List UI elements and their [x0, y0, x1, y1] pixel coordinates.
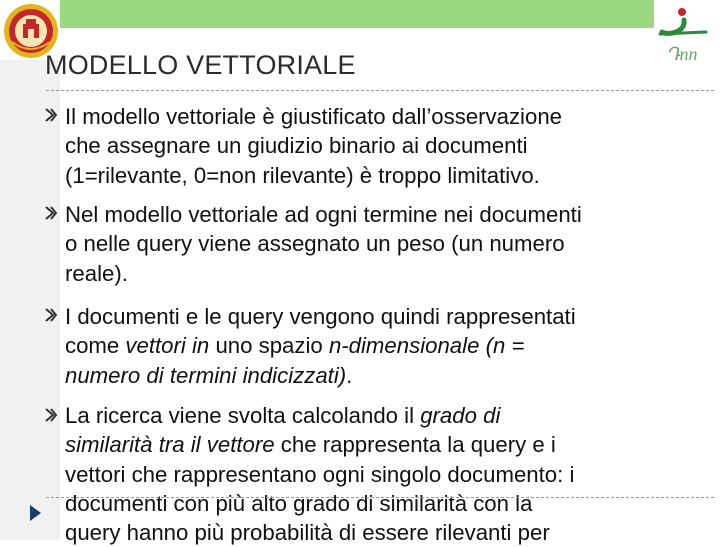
- bullet-line: [65, 361, 705, 390]
- italic-run: similarità tra il vettore: [65, 432, 275, 458]
- bullet-arrow-icon: [44, 307, 58, 323]
- text-run: La ricerca viene svolta calcolando il: [65, 403, 421, 428]
- bullet-line: I documenti e le query vengono quindi rappresentati: [65, 304, 576, 329]
- slide-title: MODELLO VETTORIALE: [45, 50, 356, 80]
- bullet-line: che assegnare un giudizio binario ai documenti: [65, 133, 528, 159]
- bullet-line: query hanno più probabilità di essere rilevanti per: [65, 520, 550, 546]
- bullet-line: Il modello vettoriale è giustificato dall’osservazione: [65, 104, 563, 129]
- bullet-line: [65, 331, 705, 360]
- bullet-line: vettori che rappresentano ogni singolo documento: i: [65, 461, 575, 487]
- title-divider: [46, 90, 714, 91]
- next-slide-arrow-icon[interactable]: [28, 504, 42, 522]
- top-bar: [60, 0, 654, 28]
- text-run: .: [346, 362, 353, 388]
- bullet-arrow-icon: [44, 205, 58, 221]
- bullet-item: [65, 102, 705, 190]
- department-logo: [650, 2, 718, 68]
- italic-run: vettori in: [125, 333, 210, 359]
- left-strip: [0, 60, 60, 540]
- bullet-arrow-icon: [44, 407, 58, 423]
- bullet-line: o nelle query viene assegnato un peso (un numero: [65, 231, 565, 257]
- bullet-line: (1=rilevante, 0=non rilevante) è troppo limitativo.: [65, 162, 540, 188]
- bullet-item: [65, 200, 705, 288]
- text-run: uno spazio: [209, 333, 329, 359]
- bullet-line: [65, 401, 705, 430]
- bullet-item: [65, 302, 705, 390]
- footer-divider: [46, 497, 714, 498]
- bullet-arrow-icon: [44, 107, 58, 123]
- bullet-line: reale).: [65, 260, 128, 286]
- bullet-line: [65, 430, 705, 459]
- italic-run: n-dimensionale (n =: [328, 333, 525, 359]
- text-run: che rappresenta la query e i: [274, 432, 556, 458]
- svg-text:Դnn: Դnn: [666, 44, 698, 64]
- italic-run: grado di: [420, 403, 501, 428]
- italic-run: numero di termini indicizzati): [65, 362, 347, 388]
- text-run: come: [65, 333, 126, 359]
- bullet-line: documenti con più alto grado di similarità con la: [65, 490, 533, 516]
- bullet-item: [65, 401, 705, 547]
- bullet-line: Nel modello vettoriale ad ogni termine nei documenti: [65, 202, 582, 227]
